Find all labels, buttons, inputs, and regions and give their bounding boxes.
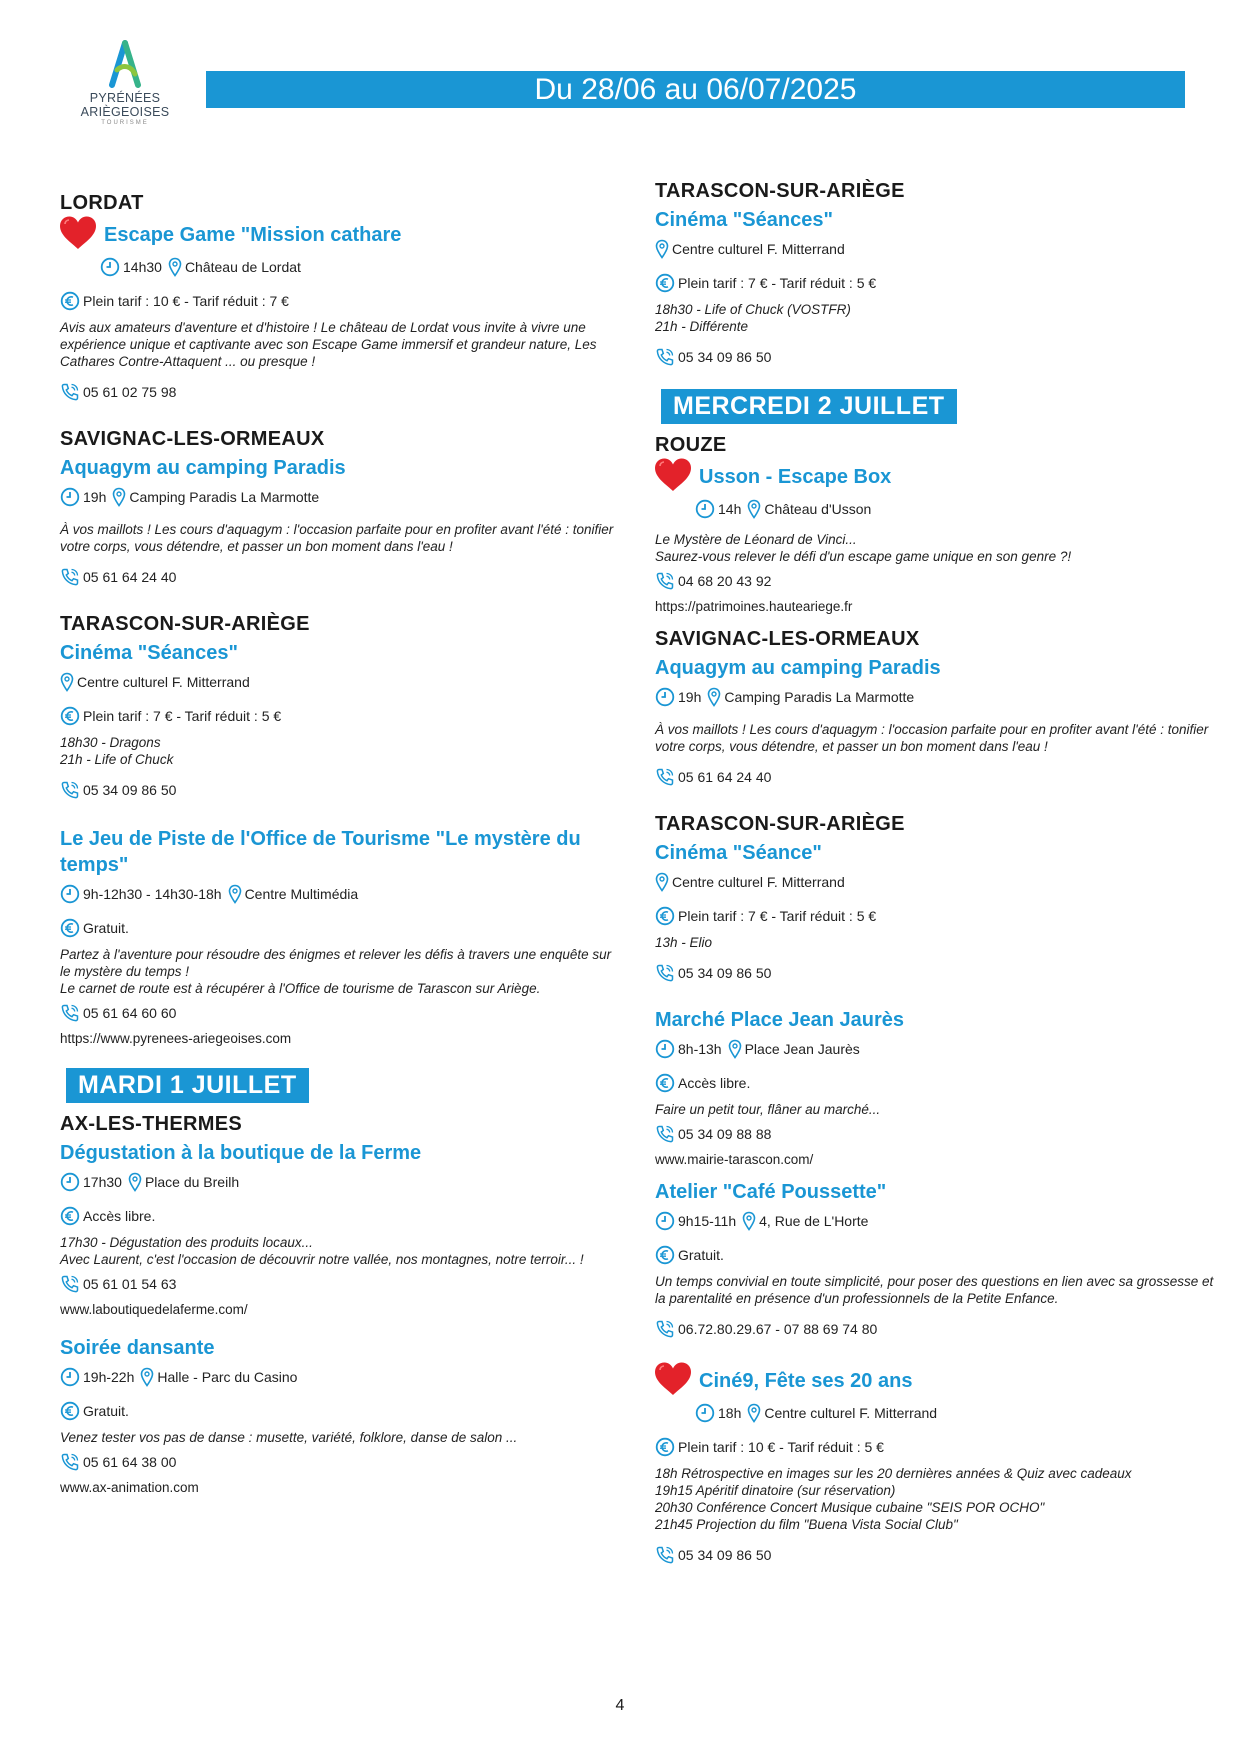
price-text: Gratuit. xyxy=(83,920,129,936)
program-line-4: 21h45 Projection du film "Buena Vista Social Club" xyxy=(655,1517,958,1532)
town-name: TARASCON-SUR-ARIÈGE xyxy=(655,180,905,202)
event-price xyxy=(655,1437,1215,1457)
event-time-place xyxy=(60,884,620,904)
description-line-1: 17h30 - Dégustation des produits locaux... xyxy=(60,1235,313,1250)
description-line-1: Le Mystère de Léonard de Vinci... xyxy=(655,532,857,547)
event-url[interactable]: https://www.pyrenees-ariegeoises.com xyxy=(60,1031,292,1046)
event-phone xyxy=(60,1452,620,1472)
event-phone xyxy=(60,780,620,800)
heart-icon xyxy=(58,215,98,251)
location-pin-icon xyxy=(707,687,721,707)
screening-1: 18h30 - Life of Chuck (VOSTFR) xyxy=(655,302,851,317)
phone-icon xyxy=(60,1003,80,1023)
euro-icon xyxy=(60,918,80,938)
description-line-1: Partez à l'aventure pour résoudre des énigmes et relever les défis à travers une enquête sur le mystère du temps ! xyxy=(60,947,612,979)
clock-icon xyxy=(60,487,80,507)
phone-number[interactable]: 05 34 09 86 50 xyxy=(678,349,772,365)
event-soiree-dansante xyxy=(60,1335,620,1495)
event-title: Le Jeu de Piste de l'Office de Tourisme "Le mystère du temps" xyxy=(60,828,581,876)
event-time-place xyxy=(695,499,1215,519)
euro-icon xyxy=(655,1245,675,1265)
phone-number[interactable]: 06.72.80.29.67 - 07 88 69 74 80 xyxy=(678,1321,878,1337)
clock-icon xyxy=(695,499,715,519)
clock-icon xyxy=(655,1211,675,1231)
screening-2: 21h - Life of Chuck xyxy=(60,752,174,767)
event-lordat xyxy=(60,192,620,402)
phone-number[interactable]: 05 34 09 86 50 xyxy=(678,1547,772,1563)
event-place: Centre culturel F. Mitterrand xyxy=(764,1405,938,1421)
event-title: Cinéma "Séances" xyxy=(60,642,238,664)
event-program xyxy=(655,1465,1215,1533)
phone-icon xyxy=(60,567,80,587)
event-time-place xyxy=(100,257,620,277)
event-phone xyxy=(60,1274,620,1294)
description-line-2: Le carnet de route est à récupérer à l'Office de tourisme de Tarascon sur Ariège. xyxy=(60,981,541,996)
price-text: Plein tarif : 7 € - Tarif réduit : 5 € xyxy=(83,708,282,724)
screening-list xyxy=(655,301,1215,335)
event-time: 14h30 xyxy=(123,259,162,275)
event-phone xyxy=(655,1545,1215,1565)
event-title: Cinéma "Séances" xyxy=(655,209,833,231)
event-description xyxy=(60,946,620,997)
event-place: Centre culturel F. Mitterrand xyxy=(77,674,250,690)
event-rouze-escape xyxy=(655,434,1215,614)
event-place: Château de Lordat xyxy=(184,259,301,275)
event-description: Un temps convivial en toute simplicité, pour poser des questions en lien avec sa grossesse et la parentalité en présence d'un professionnels de la Petite Enfance. xyxy=(655,1274,1214,1306)
event-title: Atelier "Café Poussette" xyxy=(655,1181,887,1203)
price-text: Plein tarif : 10 € - Tarif réduit : 7 € xyxy=(83,293,289,309)
event-time: 19h-22h xyxy=(83,1369,135,1385)
event-url[interactable]: www.mairie-tarascon.com/ xyxy=(655,1152,814,1167)
heart-icon xyxy=(653,1361,693,1397)
event-time-place xyxy=(60,1367,620,1387)
event-phone xyxy=(655,1124,1215,1144)
event-phone xyxy=(60,567,620,587)
event-time-place xyxy=(60,487,620,507)
event-savignac-right xyxy=(655,628,1215,787)
event-time-place xyxy=(655,1211,1215,1231)
screening-1: 13h - Elio xyxy=(655,935,713,950)
phone-number[interactable]: 05 34 09 86 50 xyxy=(678,965,772,981)
event-description: Avis aux amateurs d'aventure et d'histoire ! Le château de Lordat vous invite à vivre une expérience unique et captivante avec son Escape Game immersif et grandeur nature, Les Cathares Contre-Attaquent ... ou presque ! xyxy=(60,320,597,369)
town-name: ROUZE xyxy=(655,434,727,456)
event-description xyxy=(60,1234,620,1268)
price-text: Gratuit. xyxy=(678,1247,724,1263)
location-pin-icon xyxy=(140,1367,154,1387)
event-place: 4, Rue de L'Horte xyxy=(759,1213,869,1229)
event-price xyxy=(60,918,620,938)
logo-line2: ARIÈGEOISES xyxy=(80,105,170,119)
euro-icon xyxy=(655,906,675,926)
event-description: Venez tester vos pas de danse : musette, variété, folklore, danse de salon ... xyxy=(60,1430,518,1445)
logo xyxy=(70,40,180,140)
event-price xyxy=(655,1245,1215,1265)
event-tarascon-cinema-right xyxy=(655,180,1215,367)
town-name: LORDAT xyxy=(60,192,144,214)
location-pin-icon xyxy=(112,487,126,507)
phone-number[interactable]: 05 61 64 38 00 xyxy=(83,1454,177,1470)
event-phone xyxy=(655,347,1215,367)
logo-icon xyxy=(105,40,145,90)
event-time-place xyxy=(60,1172,620,1192)
phone-icon xyxy=(60,382,80,402)
phone-icon xyxy=(655,571,675,591)
event-price xyxy=(60,291,620,311)
location-pin-icon xyxy=(655,872,669,892)
heart-icon xyxy=(653,457,693,493)
event-time-place xyxy=(655,687,1215,707)
event-title-row xyxy=(58,215,620,251)
event-time: 8h-13h xyxy=(678,1041,722,1057)
price-text: Plein tarif : 7 € - Tarif réduit : 5 € xyxy=(678,908,877,924)
phone-number[interactable]: 05 61 01 54 63 xyxy=(83,1276,177,1292)
event-place: Place Jean Jaurès xyxy=(744,1041,860,1057)
program-line-1: 18h Rétrospective en images sur les 20 dernières années & Quiz avec cadeaux xyxy=(655,1466,1132,1481)
price-text: Plein tarif : 10 € - Tarif réduit : 5 € xyxy=(678,1439,884,1455)
event-tarascon-seance xyxy=(655,813,1215,983)
event-title-row xyxy=(653,1361,1215,1397)
event-phone xyxy=(655,963,1215,983)
event-place: Château d'Usson xyxy=(764,501,872,517)
event-place-row xyxy=(655,239,1215,259)
day-heading-mercredi: MERCREDI 2 JUILLET xyxy=(661,389,957,424)
euro-icon xyxy=(60,291,80,311)
event-url[interactable]: www.laboutiquedelaferme.com/ xyxy=(60,1302,248,1317)
event-phone xyxy=(655,767,1215,787)
program-line-2: 19h15 Apéritif dinatoire (sur réservation) xyxy=(655,1483,896,1498)
phone-icon xyxy=(60,1274,80,1294)
price-text: Accès libre. xyxy=(83,1208,156,1224)
event-title: Aquagym au camping Paradis xyxy=(655,657,941,679)
event-tarascon-cinema xyxy=(60,613,620,800)
phone-icon xyxy=(655,347,675,367)
clock-icon xyxy=(655,1039,675,1059)
euro-icon xyxy=(60,1401,80,1421)
right-column xyxy=(655,180,1215,1565)
town-name: AX-LES-THERMES xyxy=(60,1113,242,1135)
event-time: 17h30 xyxy=(83,1174,122,1190)
day-heading-mardi: MARDI 1 JUILLET xyxy=(66,1068,309,1103)
euro-icon xyxy=(60,1206,80,1226)
phone-icon xyxy=(655,963,675,983)
clock-icon xyxy=(60,884,80,904)
town-name: SAVIGNAC-LES-ORMEAUX xyxy=(60,428,325,450)
event-place: Centre culturel F. Mitterrand xyxy=(672,241,845,257)
phone-number[interactable]: 05 61 02 75 98 xyxy=(83,384,177,400)
phone-number[interactable]: 05 34 09 86 50 xyxy=(83,782,177,798)
description-line-2: Avec Laurent, c'est l'occasion de découvrir notre vallée, nos montagnes, notre terroir... ! xyxy=(60,1252,584,1267)
clock-icon xyxy=(60,1367,80,1387)
left-column xyxy=(60,192,620,1495)
event-title: Cinéma "Séance" xyxy=(655,842,822,864)
event-time: 9h-12h30 - 14h30-18h xyxy=(83,886,222,902)
event-time: 19h xyxy=(678,689,702,705)
price-text: Gratuit. xyxy=(83,1403,129,1419)
event-title: Escape Game "Mission cathare xyxy=(104,224,402,246)
phone-icon xyxy=(60,780,80,800)
event-description: À vos maillots ! Les cours d'aquagym : l'occasion parfaite pour en profiter avant l'été : tonifier votre corps, vous détendre, et passer un bon moment dans l'eau ! xyxy=(655,722,1209,754)
location-pin-icon xyxy=(747,499,761,519)
clock-icon xyxy=(60,1172,80,1192)
event-place: Halle - Parc du Casino xyxy=(157,1369,298,1385)
event-phone xyxy=(60,382,620,402)
event-title: Usson - Escape Box xyxy=(699,466,892,488)
event-phone xyxy=(655,1319,1215,1339)
location-pin-icon xyxy=(128,1172,142,1192)
location-pin-icon xyxy=(742,1211,756,1231)
date-banner: Du 28/06 au 06/07/2025 xyxy=(206,71,1185,108)
event-price xyxy=(60,1401,620,1421)
event-title-row xyxy=(653,457,1215,493)
event-description xyxy=(655,531,1215,565)
euro-icon xyxy=(60,706,80,726)
event-phone xyxy=(60,1003,620,1023)
screening-1: 18h30 - Dragons xyxy=(60,735,161,750)
location-pin-icon xyxy=(228,884,242,904)
program-line-3: 20h30 Conférence Concert Musique cubaine "SEIS POR OCHO" xyxy=(655,1500,1045,1515)
event-place: Centre culturel F. Mitterrand xyxy=(672,874,845,890)
location-pin-icon xyxy=(728,1039,742,1059)
event-url[interactable]: https://patrimoines.hauteariege.fr xyxy=(655,599,853,614)
clock-icon xyxy=(695,1403,715,1423)
event-place: Place du Breilh xyxy=(144,1174,240,1190)
event-title: Soirée dansante xyxy=(60,1337,215,1359)
price-text: Plein tarif : 7 € - Tarif réduit : 5 € xyxy=(678,275,877,291)
event-time-place xyxy=(655,1039,1215,1059)
screening-list xyxy=(60,734,620,768)
event-ax-degustation xyxy=(60,1113,620,1317)
event-description: Faire un petit tour, flâner au marché... xyxy=(655,1102,881,1117)
logo-line1: PYRÉNÉES xyxy=(89,91,161,105)
event-cafe-poussette xyxy=(655,1179,1215,1339)
phone-icon xyxy=(655,1545,675,1565)
event-time: 19h xyxy=(83,489,107,505)
event-jeu-de-piste xyxy=(60,826,620,1046)
euro-icon xyxy=(655,1073,675,1093)
event-description: À vos maillots ! Les cours d'aquagym : l'occasion parfaite pour en profiter avant l'été : tonifier votre corps, vous détendre, et passer un bon moment dans l'eau ! xyxy=(60,522,614,554)
event-price xyxy=(655,273,1215,293)
location-pin-icon xyxy=(60,672,74,692)
event-title: Dégustation à la boutique de la Ferme xyxy=(60,1142,422,1164)
phone-icon xyxy=(655,1124,675,1144)
town-name: SAVIGNAC-LES-ORMEAUX xyxy=(655,628,920,650)
event-time: 9h15-11h xyxy=(678,1213,737,1229)
description-line-2: Saurez-vous relever le défi d'un escape game unique en son genre ?! xyxy=(655,549,1072,564)
event-time: 14h xyxy=(718,501,742,517)
event-price xyxy=(60,1206,620,1226)
euro-icon xyxy=(655,273,675,293)
event-place: Camping Paradis La Marmotte xyxy=(724,689,915,705)
phone-icon xyxy=(655,1319,675,1339)
price-text: Accès libre. xyxy=(678,1075,751,1091)
event-place-row xyxy=(60,672,620,692)
phone-number[interactable]: 05 61 64 24 40 xyxy=(678,769,772,785)
screening-2: 21h - Différente xyxy=(655,319,749,334)
logo-line3: TOURISME xyxy=(101,120,149,126)
event-marche xyxy=(655,1007,1215,1167)
event-time: 18h xyxy=(718,1405,742,1421)
event-cine9 xyxy=(655,1361,1215,1565)
event-title: Aquagym au camping Paradis xyxy=(60,457,346,479)
event-price xyxy=(655,1073,1215,1093)
event-title: Marché Place Jean Jaurès xyxy=(655,1009,905,1031)
location-pin-icon xyxy=(168,257,182,277)
event-place: Camping Paradis La Marmotte xyxy=(129,489,320,505)
phone-number[interactable]: 05 61 64 60 60 xyxy=(83,1005,177,1021)
town-name: TARASCON-SUR-ARIÈGE xyxy=(60,613,310,635)
event-price xyxy=(60,706,620,726)
location-pin-icon xyxy=(655,239,669,259)
event-time-place xyxy=(695,1403,1215,1423)
page-number: 4 xyxy=(615,1697,625,1714)
event-price xyxy=(655,906,1215,926)
clock-icon xyxy=(100,257,120,277)
clock-icon xyxy=(655,687,675,707)
event-savignac xyxy=(60,428,620,587)
event-title: Ciné9, Fête ses 20 ans xyxy=(699,1370,913,1392)
phone-icon xyxy=(655,767,675,787)
phone-number[interactable]: 04 68 20 43 92 xyxy=(678,573,772,589)
phone-number[interactable]: 05 61 64 24 40 xyxy=(83,569,177,585)
town-name: TARASCON-SUR-ARIÈGE xyxy=(655,813,905,835)
location-pin-icon xyxy=(747,1403,761,1423)
event-phone xyxy=(655,571,1215,591)
phone-number[interactable]: 05 34 09 88 88 xyxy=(678,1126,772,1142)
event-url[interactable]: www.ax-animation.com xyxy=(60,1480,199,1495)
phone-icon xyxy=(60,1452,80,1472)
event-place-row xyxy=(655,872,1215,892)
event-place: Centre Multimédia xyxy=(244,886,359,902)
euro-icon xyxy=(655,1437,675,1457)
